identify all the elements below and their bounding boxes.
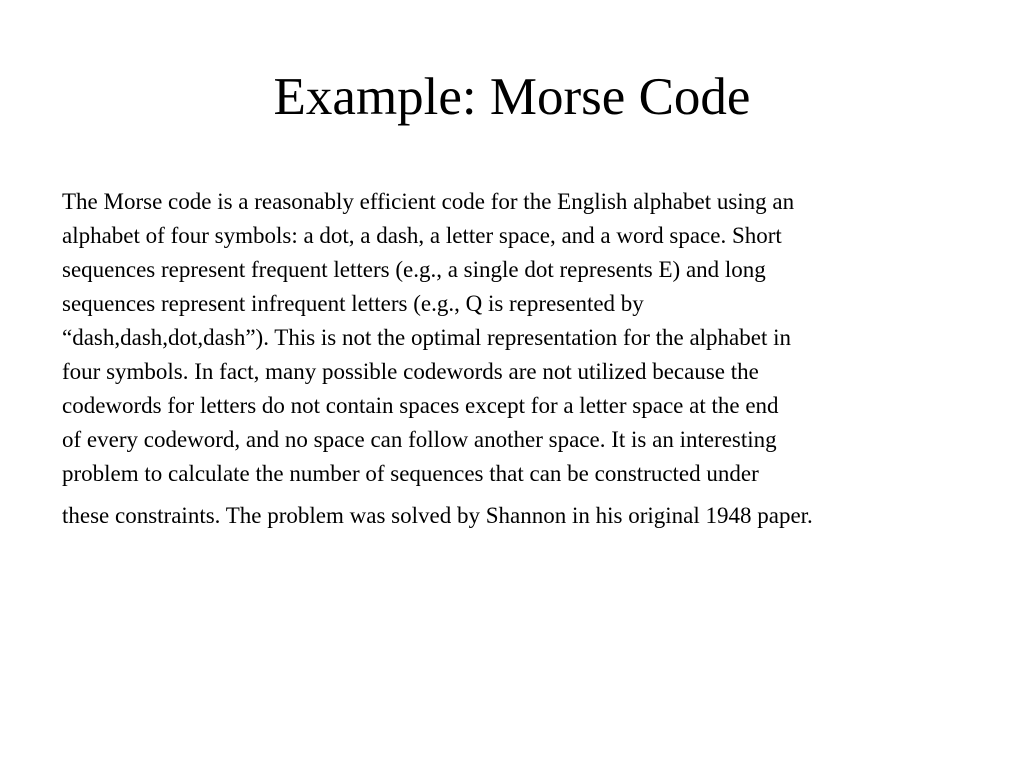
body-line: codewords for letters do not contain spaces except for a letter space at the end [62, 393, 779, 418]
body-line: The Morse code is a reasonably efficient code for the English alphabet using an [62, 189, 795, 214]
slide-title: Example: Morse Code [273, 68, 751, 126]
body-line: problem to calculate the number of sequences that can be constructed under [62, 461, 759, 486]
body-line: four symbols. In fact, many possible codewords are not utilized because the [62, 359, 759, 384]
body-line: of every codeword, and no space can follow another space. It is an interesting [62, 427, 777, 452]
body-line: “dash,dash,dot,dash”). This is not the optimal representation for the alphabet in [62, 325, 792, 350]
body-line: sequences represent frequent letters (e.g., a single dot represents E) and long [62, 257, 766, 282]
body-line: alphabet of four symbols: a dot, a dash, a letter space, and a word space. Short [62, 223, 782, 248]
slide-body-paragraph [62, 185, 972, 533]
body-line: these constraints. The problem was solved by Shannon in his original 1948 paper. [62, 503, 813, 528]
body-line: sequences represent infrequent letters (e.g., Q is represented by [62, 291, 644, 316]
